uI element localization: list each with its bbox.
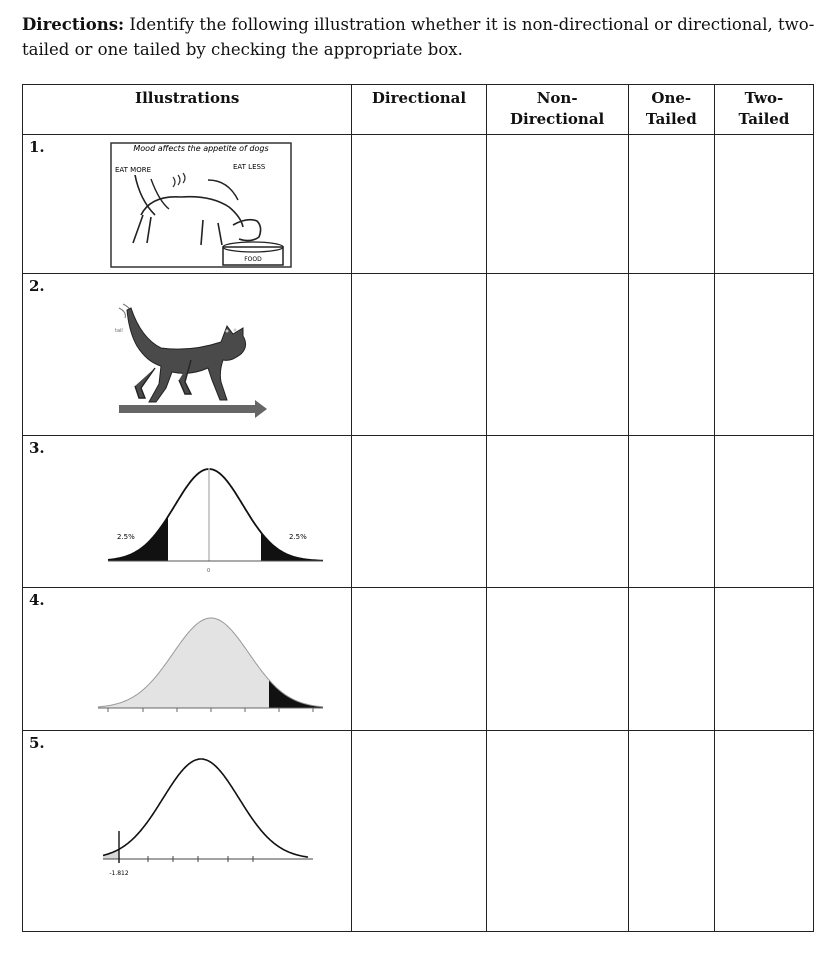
checkbox-non-directional-2[interactable] (486, 274, 628, 436)
checkbox-two-tailed-2[interactable] (714, 274, 813, 436)
dog-eating-illustration (23, 135, 352, 273)
checkbox-one-tailed-4[interactable] (628, 588, 714, 731)
header-illustrations: Illustrations (23, 85, 352, 135)
table-row (23, 274, 814, 436)
directions-text (22, 12, 822, 62)
checkbox-directional-4[interactable] (352, 588, 486, 731)
checkbox-non-directional-3[interactable] (486, 436, 628, 588)
table-row (23, 731, 814, 932)
checkbox-non-directional-5[interactable] (486, 731, 628, 932)
table-row (23, 588, 814, 731)
checkbox-one-tailed-5[interactable] (628, 731, 714, 932)
checkbox-two-tailed-1[interactable] (714, 135, 813, 274)
checkbox-non-directional-1[interactable] (486, 135, 628, 274)
illustration-cell-4 (23, 588, 352, 731)
checkbox-one-tailed-2[interactable] (628, 274, 714, 436)
header-non-directional: Non- Directional (486, 85, 628, 135)
critical-value-label: -1.812 (109, 870, 129, 877)
left-tailed-curve-illustration (23, 731, 352, 931)
left-tail-label: 2.5% (117, 533, 135, 541)
checkbox-directional-2[interactable] (352, 274, 486, 436)
illustration-cell-3 (23, 436, 352, 588)
directions-body: Identify the following illustration whether it is non-directional or directional, two-tailed or one tailed by checking the appropriate box. (22, 15, 815, 59)
checkbox-two-tailed-5[interactable] (714, 731, 813, 932)
checkbox-two-tailed-3[interactable] (714, 436, 813, 588)
checkbox-directional-1[interactable] (352, 135, 486, 274)
illustration-cell-5 (23, 731, 352, 932)
right-tail-label: 2.5% (289, 533, 307, 541)
item-number: 5. (29, 734, 45, 752)
table-row (23, 135, 814, 274)
directions-label: Directions: (22, 15, 125, 34)
dog-caption: Mood affects the appetite of dogs (133, 144, 269, 153)
header-one-tailed: One- Tailed (628, 85, 714, 135)
item-number: 3. (29, 439, 45, 457)
dog-label-right: EAT LESS (233, 163, 266, 171)
cat-walking-illustration (23, 274, 352, 435)
table-row (23, 436, 814, 588)
header-two-tailed: Two- Tailed (714, 85, 813, 135)
checkbox-directional-5[interactable] (352, 731, 486, 932)
header-row (23, 85, 814, 135)
checkbox-directional-3[interactable] (352, 436, 486, 588)
dog-label-left: EAT MORE (115, 166, 152, 174)
item-number: 1. (29, 138, 45, 156)
right-tailed-curve-illustration (23, 588, 352, 730)
item-number: 4. (29, 591, 45, 609)
checkbox-two-tailed-4[interactable] (714, 588, 813, 731)
checkbox-one-tailed-1[interactable] (628, 135, 714, 274)
checkbox-one-tailed-3[interactable] (628, 436, 714, 588)
checkbox-non-directional-4[interactable] (486, 588, 628, 731)
cat-tail-label: tail (115, 328, 123, 334)
worksheet-table (22, 84, 814, 932)
illustration-cell-1 (23, 135, 352, 274)
bowl-label: FOOD (244, 256, 262, 263)
center-tick-label: 0 (207, 568, 211, 574)
two-tailed-curve-illustration (23, 436, 352, 587)
header-directional: Directional (352, 85, 486, 135)
illustration-cell-2 (23, 274, 352, 436)
item-number: 2. (29, 277, 45, 295)
